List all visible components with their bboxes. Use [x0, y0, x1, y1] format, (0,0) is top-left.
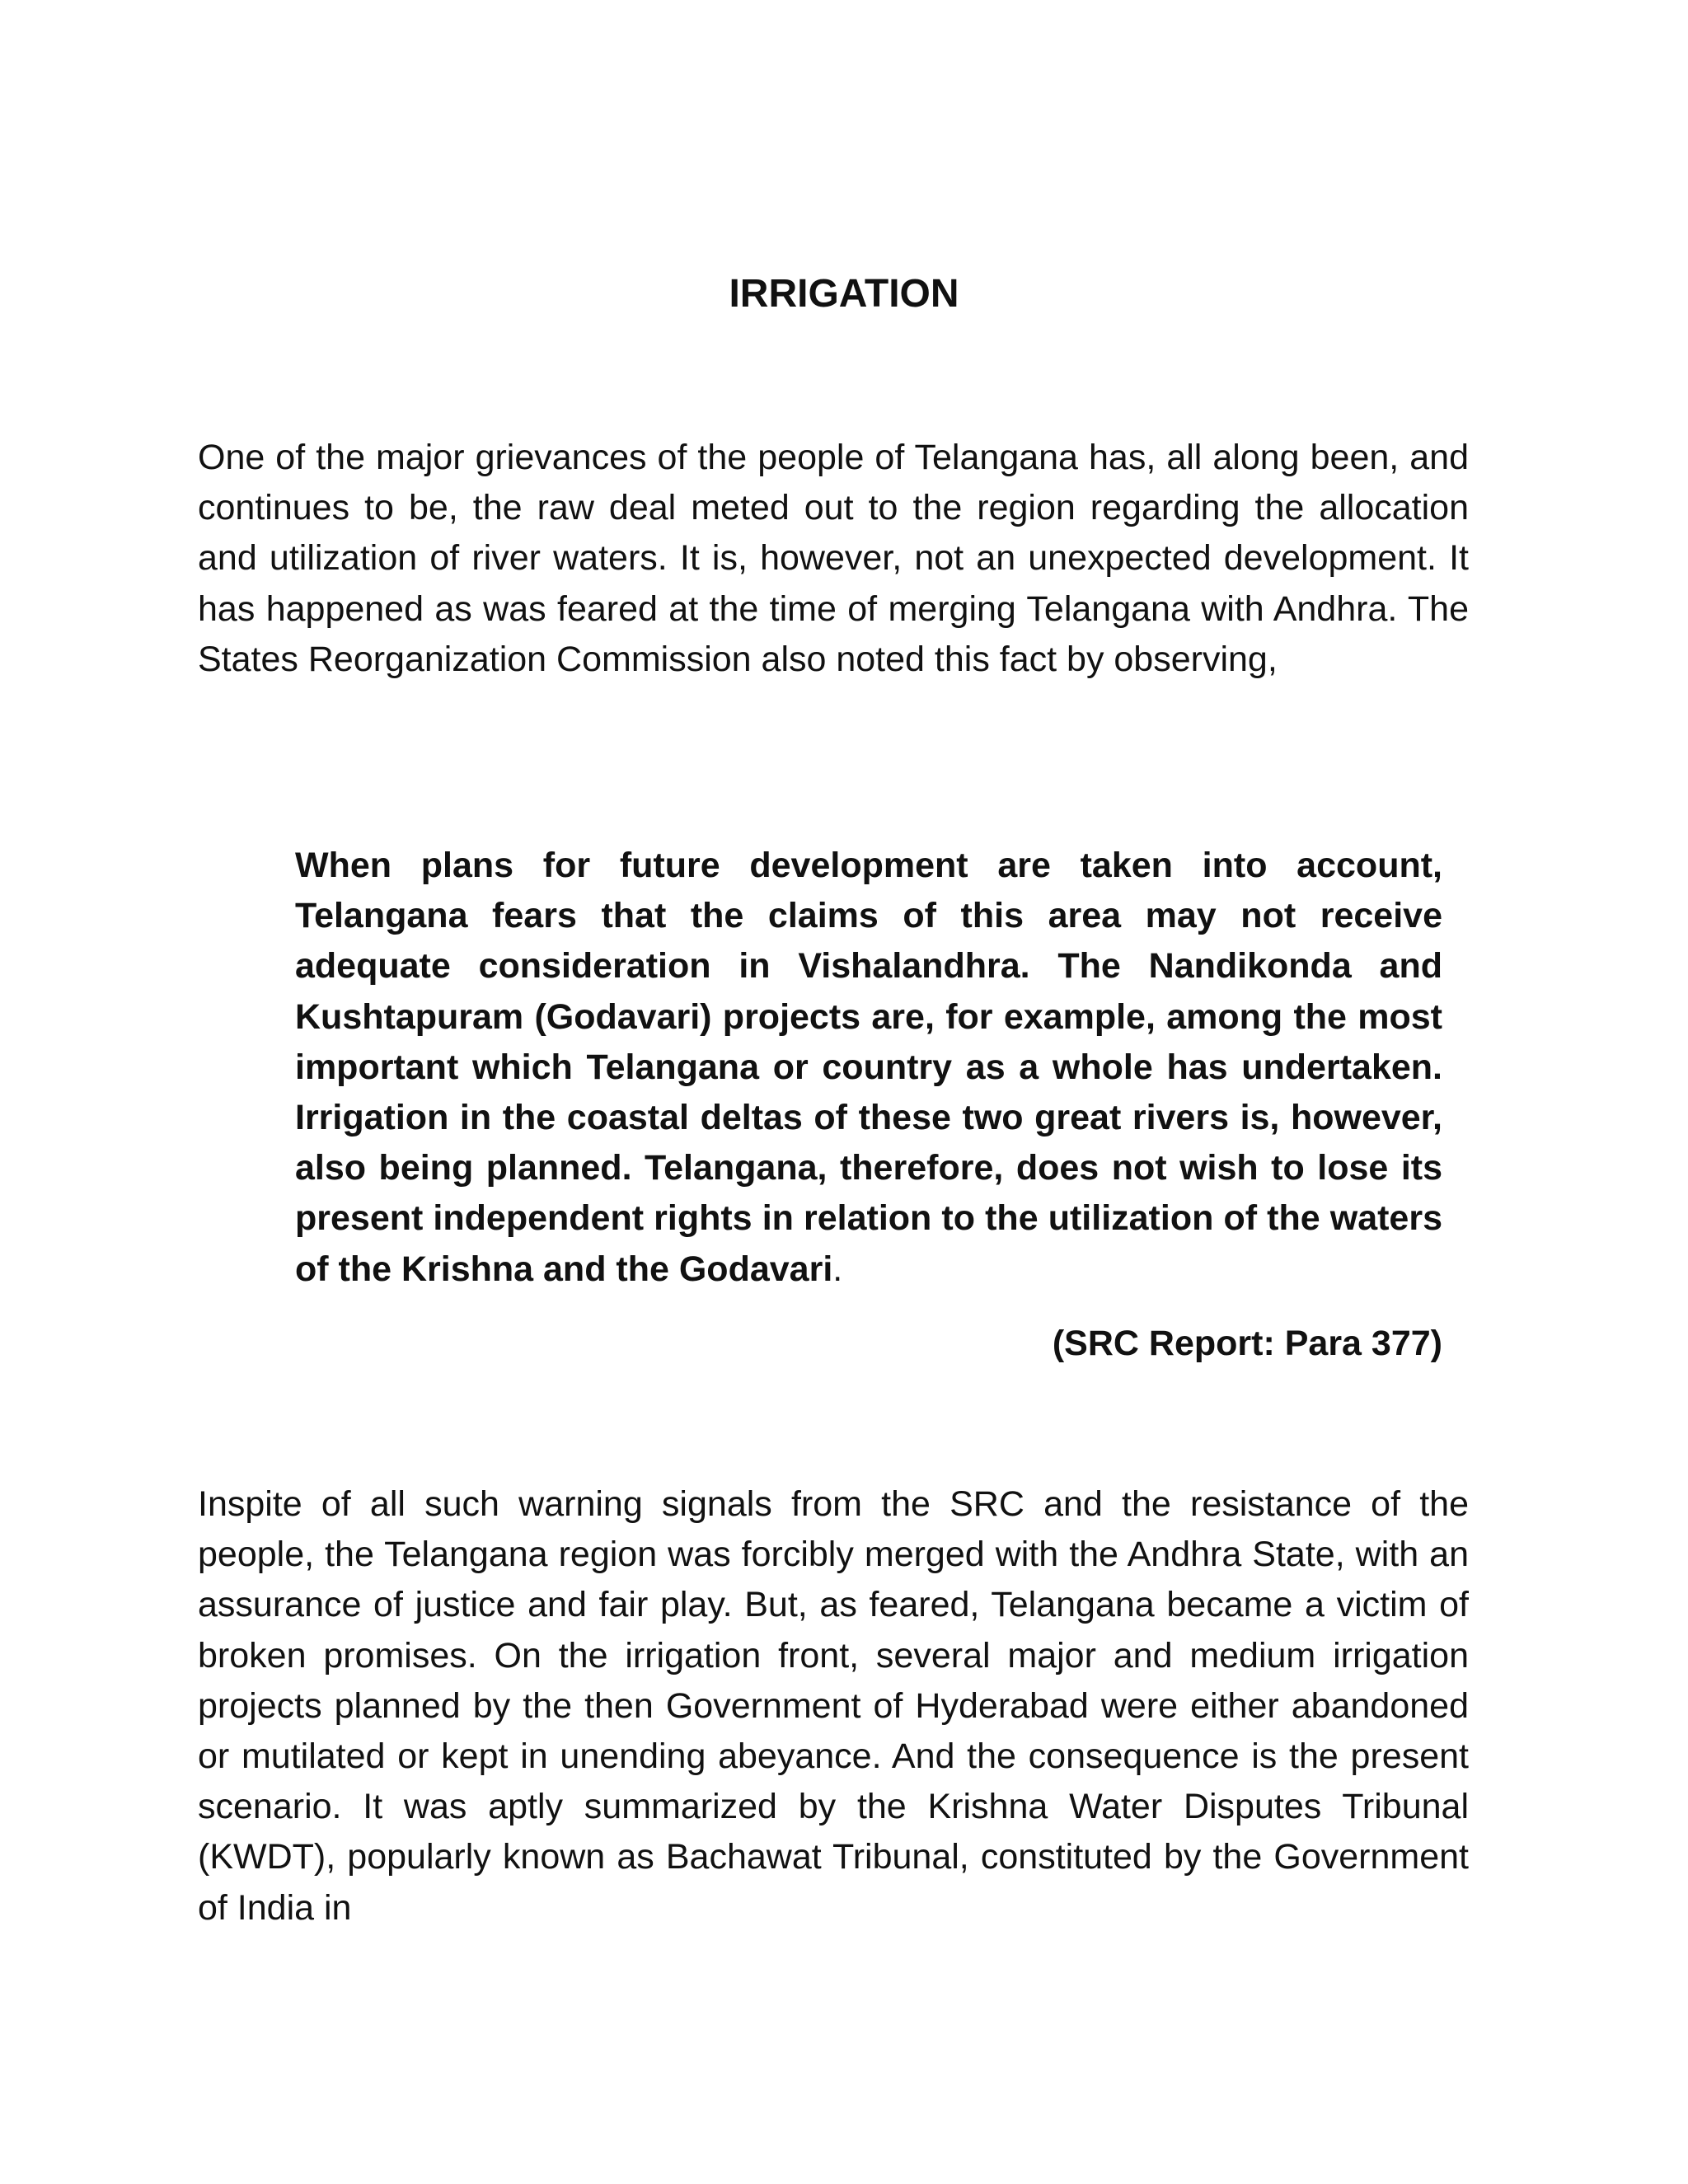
body-paragraph: Inspite of all such warning signals from the SRC and the resistance of the people, the Telangana region was forcibly merged with the Andhra State, with an assurance of justice and fair play. But, as feared, Telangana became a victim of broken promises. On the irrigation front, several major and medium irrigation projects planned by the then Government of Hyderabad were either abandoned or mutilated or kept in unending abeyance. And the consequence is the present scenario. It was aptly summarized by the Krishna Water Disputes Tribunal (KWDT), popularly known as Bachawat Tribunal, constituted by the Government of India in	[198, 1484, 1469, 1928]
quote-citation: (SRC Report: Para 377)	[1052, 1324, 1442, 1363]
page-title: IRRIGATION	[729, 272, 959, 316]
quote-text: When plans for future development are taken into account, Telangana fears that the claims of this area may not receive adequate consideration in Vishalandhra. The Nandikonda and Kushtapuram (Godavari) projects are, for example, among the most important which Telangana or country as a whole has undertaken. Irrigation in the coastal deltas of these two great rivers is, however, also being planned. Telangana, therefore, does not wish to lose its present independent rights in relation to the utilization of the waters of the Krishna and the Godavari	[295, 846, 1442, 1289]
quote-end-punctuation: .	[832, 1249, 843, 1289]
intro-paragraph: One of the major grievances of the people of Telangana has, all along been, and continues to be, the raw deal meted out to the region regarding the allocation and utilization of river waters. It is, however, not an unexpected development. It has happened as was feared at the time of merging Telangana with Andhra. The States Reorganization Commission also noted this fact by observing,	[198, 438, 1469, 679]
block-quote	[295, 841, 1442, 1295]
